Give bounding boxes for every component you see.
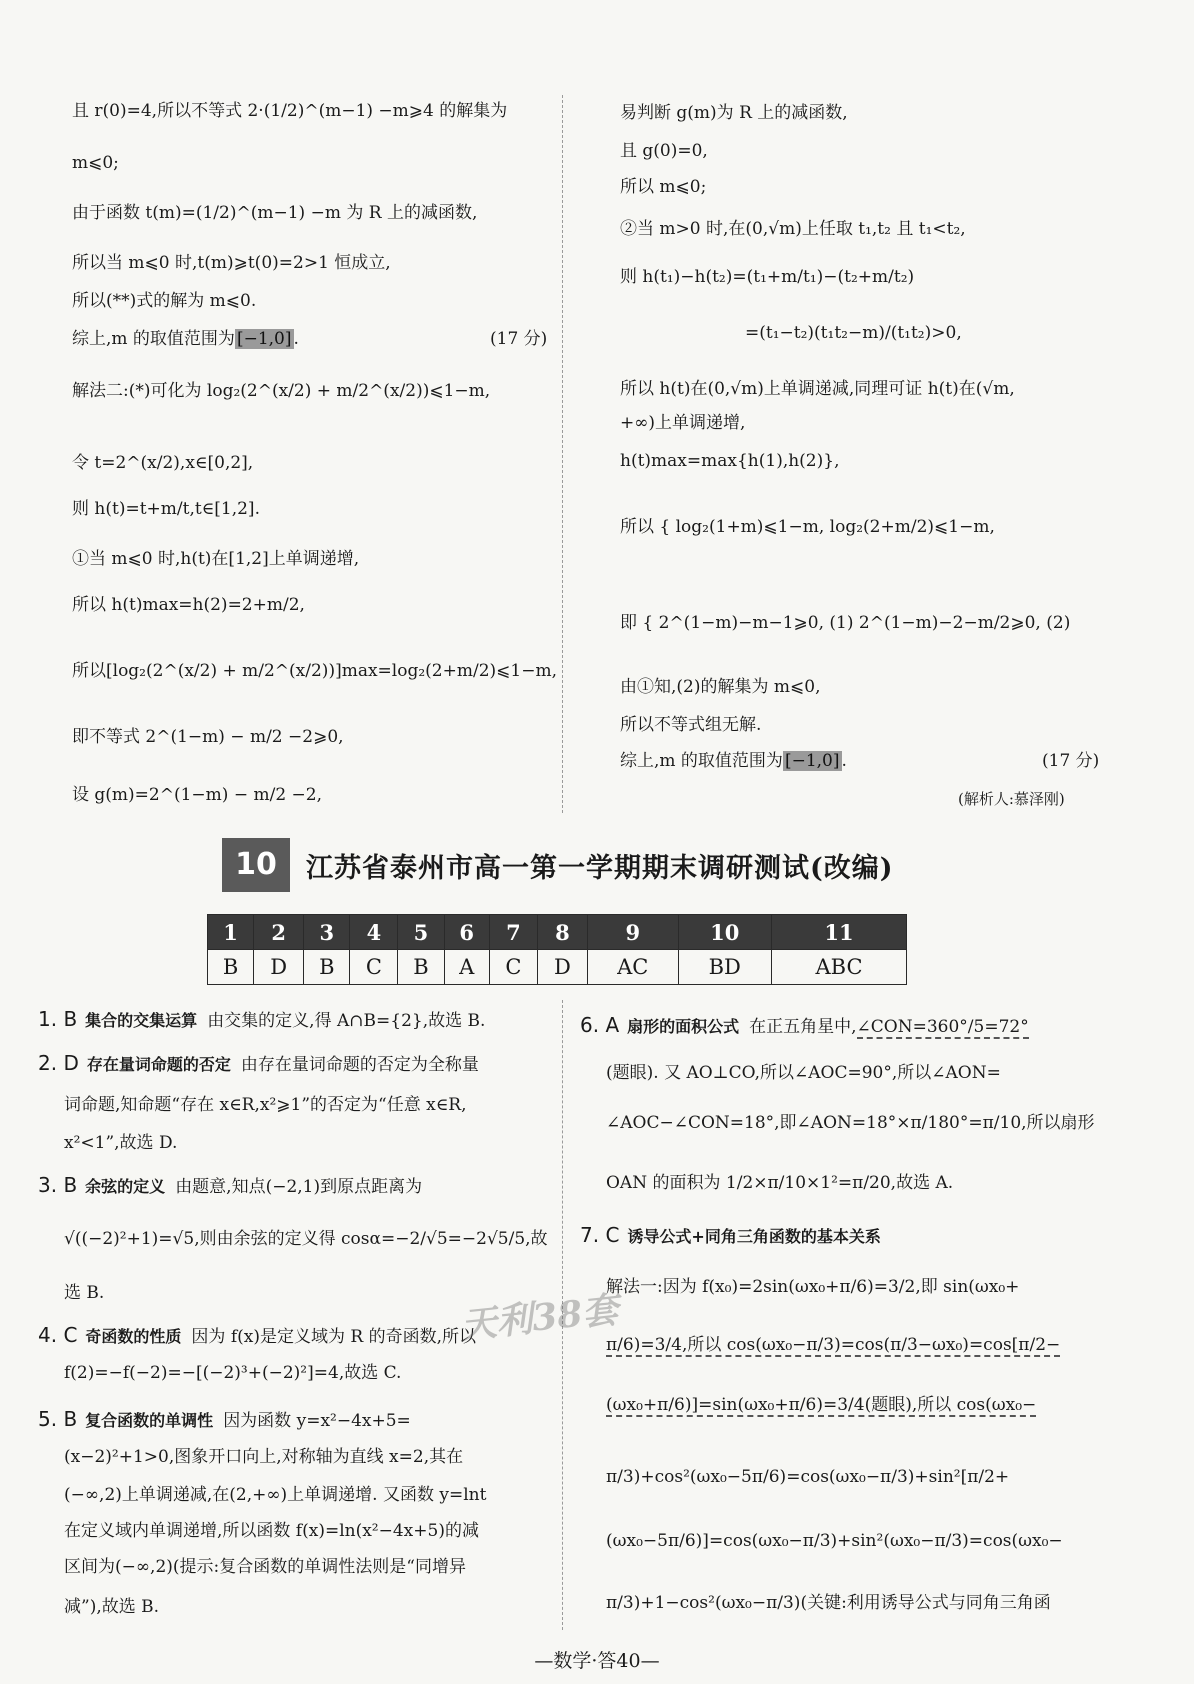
q2-line-1: 由存在量词命题的否定为全称量	[240, 1055, 479, 1075]
q4-topic: 奇函数的性质	[85, 1327, 182, 1346]
q7-topic: 诱导公式+同角三角函数的基本关系	[627, 1227, 881, 1246]
section-title: 江苏省泰州市高一第一学期期末调研测试(改编)	[306, 853, 894, 884]
q6-answer: 6. A	[580, 1013, 620, 1037]
answer-cell: ABC	[771, 950, 906, 985]
column-divider	[562, 95, 563, 813]
q6-line-2: (题眼). 又 AO⊥CO,所以∠AOC=90°,所以∠AON=	[606, 1063, 1001, 1083]
q6-line-1a: 在正五角星中,	[749, 1017, 857, 1037]
question-number-cell: 6	[444, 915, 489, 950]
right-line-13: 所以不等式组无解.	[620, 715, 762, 735]
left-line-5: 所以(**)式的解为 m⩽0.	[72, 291, 257, 311]
q4	[38, 1324, 476, 1348]
q6-topic: 扇形的面积公式	[627, 1017, 740, 1036]
q5-topic: 复合函数的单调性	[85, 1411, 214, 1430]
question-number-cell: 8	[537, 915, 587, 950]
left-line-3: 由于函数 t(m)=(1/2)^(m−1) −m 为 R 上的减函数,	[72, 203, 478, 223]
question-number-cell: 4	[350, 915, 398, 950]
q5-line-2: (x−2)²+1>0,图象开口向上,对称轴为直线 x=2,其在	[64, 1447, 464, 1467]
right-line-3: 所以 m⩽0;	[620, 177, 707, 197]
q7-line-5: (ωx₀−5π/6)]=cos(ωx₀−π/3)+sin²(ωx₀−π/3)=cos(ωx₀−	[606, 1531, 1063, 1551]
q5-line-5: 区间为(−∞,2)(提示:复合函数的单调性法则是“同增异	[64, 1557, 466, 1577]
question-number-cell: 10	[678, 915, 771, 950]
left-range: −1,0	[243, 329, 285, 349]
right-line-7: 所以 h(t)在(0,√m)上单调递减,同理可证 h(t)在(√m,	[620, 379, 1015, 399]
answer-cell: BD	[678, 950, 771, 985]
answer-cell: C	[489, 950, 537, 985]
q1	[38, 1008, 485, 1032]
q7-line-4: π/3)+cos²(ωx₀−5π/6)=cos(ωx₀−π/3)+sin²[π/2+	[606, 1467, 1010, 1487]
right-line-12: 由①知,(2)的解集为 m⩽0,	[620, 677, 821, 697]
answer-table	[207, 914, 907, 985]
left-line-7: 解法二:(*)可化为 log₂(2^(x/2) + m/2^(x/2))⩽1−m,	[72, 381, 491, 401]
right-line-4: ②当 m>0 时,在(0,√m)上任取 t₁,t₂ 且 t₁<t₂,	[620, 219, 966, 239]
q2-line-2: 词命题,知命题“存在 x∈R,x²⩾1”的否定为“任意 x∈R,	[64, 1095, 467, 1115]
question-number-cell: 1	[208, 915, 254, 950]
q5-line-3: (−∞,2)上单调递减,在(2,+∞)上单调递增. 又函数 y=lnt	[64, 1485, 487, 1505]
left-line-1: 且 r(0)=4,所以不等式 2·(1/2)^(m−1) −m⩾4 的解集为	[72, 101, 508, 121]
q3-line-1: 由题意,知点(−2,1)到原点距离为	[175, 1177, 423, 1197]
left-line-11: 所以 h(t)max=h(2)=2+m/2,	[72, 595, 305, 615]
answer-cell: B	[304, 950, 350, 985]
answer-cell: B	[208, 950, 254, 985]
answer-cell: AC	[588, 950, 679, 985]
q5-line-1: 因为函数 y=x²−4x+5=	[223, 1411, 411, 1431]
q7-line-3-text: (ωx₀+π/6)]=sin(ωx₀+π/6)=3/4(题眼),所以 cos(ωx₀−	[606, 1395, 1037, 1415]
right-line-5: 则 h(t₁)−h(t₂)=(t₁+m/t₁)−(t₂+m/t₂)	[620, 267, 915, 287]
q2	[38, 1052, 479, 1076]
answer-table-answer-row	[208, 950, 907, 985]
q7-line-1: 解法一:因为 f(x₀)=2sin(ωx₀+π/6)=3/2,即 sin(ωx₀+	[606, 1277, 1020, 1297]
right-conclusion-text: 综上,m 的取值范围为	[620, 751, 783, 771]
question-number-cell: 11	[771, 915, 906, 950]
left-line-2: m⩽0;	[72, 153, 119, 173]
q5	[38, 1408, 411, 1432]
q1-text: 由交集的定义,得 A∩B={2},故选 B.	[207, 1011, 486, 1031]
left-line-14: 设 g(m)=2^(1−m) − m/2 −2,	[72, 785, 323, 805]
right-score: (17 分)	[1042, 751, 1100, 771]
left-line-9: 则 h(t)=t+m/t,t∈[1,2].	[72, 499, 260, 519]
right-line-6: =(t₁−t₂)(t₁t₂−m)/(t₁t₂)>0,	[745, 323, 962, 343]
left-conclusion-text: 综上,m 的取值范围为	[72, 329, 235, 349]
q1-answer: 1. B	[38, 1007, 78, 1031]
right-line-8: +∞)上单调递增,	[620, 413, 746, 433]
question-number-cell: 7	[489, 915, 537, 950]
q3-topic: 余弦的定义	[85, 1177, 166, 1196]
answer-cell: D	[537, 950, 587, 985]
q4-line-2: f(2)=−f(−2)=−[(−2)³+(−2)²]=4,故选 C.	[64, 1363, 402, 1383]
q3-answer: 3. B	[38, 1173, 78, 1197]
left-line-4: 所以当 m⩽0 时,t(m)⩾t(0)=2>1 恒成立,	[72, 253, 391, 273]
answer-cell: A	[444, 950, 489, 985]
q3-line-3: 选 B.	[64, 1283, 105, 1303]
watermark: 天利38套	[458, 1288, 621, 1348]
question-number-cell: 2	[254, 915, 304, 950]
q5-line-4: 在定义域内单调递增,所以函数 f(x)=ln(x²−4x+5)的减	[64, 1521, 479, 1541]
q6-line-3: ∠AOC−∠CON=18°,即∠AON=18°×π/180°=π/10,所以扇形	[606, 1113, 1095, 1133]
question-number-cell: 5	[398, 915, 444, 950]
q3-line-2: √((−2)²+1)=√5,则由余弦的定义得 cosα=−2/√5=−2√5/5,故	[64, 1229, 548, 1249]
q7-line-6: π/3)+1−cos²(ωx₀−π/3)(关键:利用诱导公式与同角三角函	[606, 1593, 1051, 1613]
right-range: −1,0	[791, 751, 833, 771]
answer-table-header-row	[208, 915, 907, 950]
question-number-cell: 3	[304, 915, 350, 950]
left-line-10: ①当 m⩽0 时,h(t)在[1,2]上单调递增,	[72, 549, 360, 569]
q7-line-2	[606, 1334, 1060, 1356]
q2-answer: 2. D	[38, 1051, 79, 1075]
q3	[38, 1174, 422, 1198]
right-line-2: 且 g(0)=0,	[620, 141, 708, 161]
left-line-12: 所以[log₂(2^(x/2) + m/2^(x/2))]max=log₂(2+m/2)⩽1−m,	[72, 661, 557, 681]
answer-cell: B	[398, 950, 444, 985]
q7	[580, 1224, 891, 1248]
left-score: (17 分)	[490, 329, 548, 349]
q7-line-2-text: π/6)=3/4,所以 cos(ωx₀−π/3)=cos(π/3−ωx₀)=cos[π/2−	[606, 1335, 1061, 1355]
right-line-1: 易判断 g(m)为 R 上的减函数,	[620, 103, 848, 123]
analyst-credit: (解析人:慕泽刚)	[958, 790, 1065, 808]
left-line-8: 令 t=2^(x/2),x∈[0,2],	[72, 453, 254, 473]
q5-answer: 5. B	[38, 1407, 78, 1431]
right-line-11: 即 { 2^(1−m)−m−1⩾0, (1) 2^(1−m)−2−m/2⩾0, (2)	[620, 613, 1071, 633]
q4-answer: 4. C	[38, 1323, 78, 1347]
q2-line-3: x²<1”,故选 D.	[64, 1133, 178, 1153]
question-number-cell: 9	[588, 915, 679, 950]
q7-answer: 7. C	[580, 1223, 620, 1247]
q4-line-1: 因为 f(x)是定义域为 R 的奇函数,所以	[191, 1327, 476, 1347]
answer-cell: D	[254, 950, 304, 985]
q6-line-4: OAN 的面积为 1/2×π/10×1²=π/20,故选 A.	[606, 1173, 954, 1193]
right-line-10: 所以 { log₂(1+m)⩽1−m, log₂(2+m/2)⩽1−m,	[620, 517, 995, 537]
q7-line-3	[606, 1394, 1036, 1416]
q6	[580, 1014, 1029, 1038]
q1-topic: 集合的交集运算	[85, 1011, 198, 1030]
page-footer: —数学·答40—	[534, 1650, 660, 1672]
left-line-13: 即不等式 2^(1−m) − m/2 −2⩾0,	[72, 727, 344, 747]
q2-topic: 存在量词命题的否定	[86, 1055, 231, 1074]
q6-line-1b: ∠CON=360°/5=72°	[856, 1017, 1029, 1037]
right-conclusion: 综上,m 的取值范围为 [−1,0] .	[620, 751, 847, 771]
answer-cell: C	[350, 950, 398, 985]
right-line-9: h(t)max=max{h(1),h(2)},	[620, 451, 840, 471]
q5-line-6: 减”),故选 B.	[64, 1597, 160, 1617]
left-conclusion: 综上,m 的取值范围为 [−1,0] .	[72, 329, 299, 349]
section-number: 10	[222, 838, 290, 892]
